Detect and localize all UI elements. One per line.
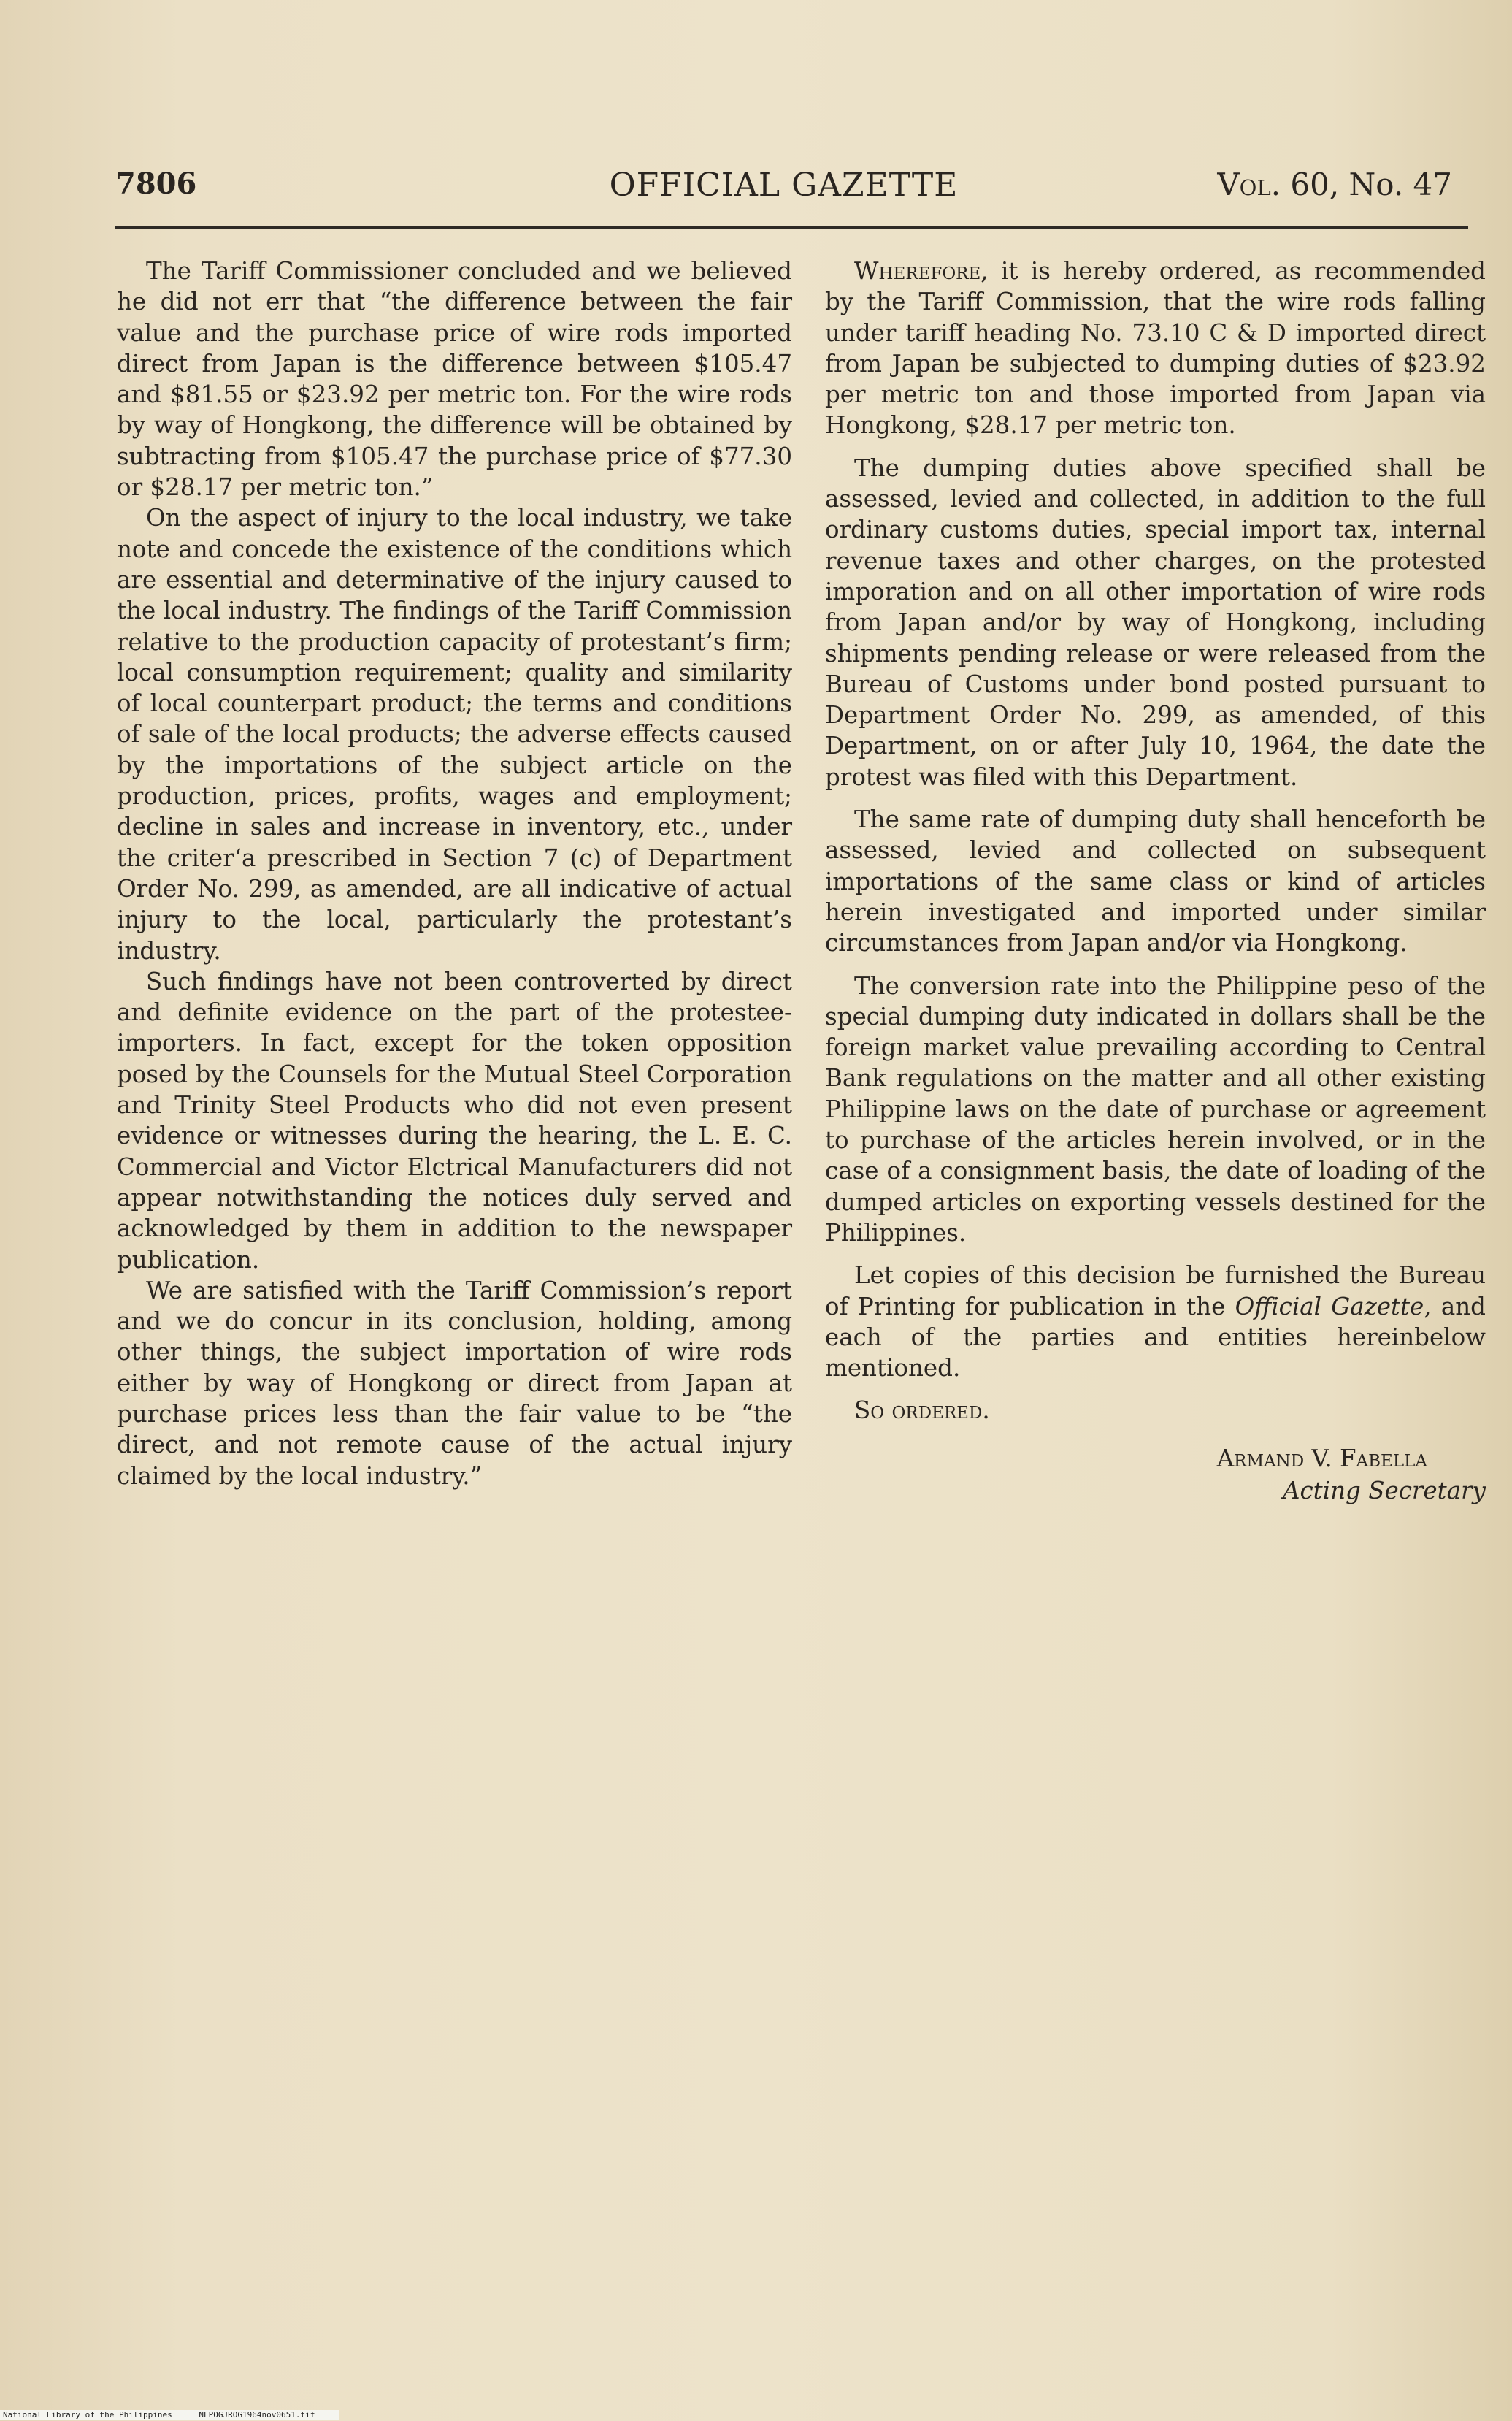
right-paragraph-2: The dumping duties above specified shall be assessed, levied and collected, in addition to the full ordinary customs duties, special import tax, internal revenue taxes and other charges, on the protested imporation and on all other importation of wire rods from Japan and/or by way of Hongkong, including shipments pending release or were released from the Bureau of Customs under bond posted pursuant to Department Order No. 299, as amended, of this Department, on or after July 10, 1964, the date the protest was filed with this Department. — [825, 454, 1486, 791]
header-rule — [115, 226, 1468, 229]
right-paragraph-5 — [825, 1260, 1486, 1383]
signer-name: Armand V. Fabella — [1216, 1444, 1427, 1472]
right-paragraph-1-text: it is hereby ordered, as recommended by the Tariff Commission, that the wire rods falling under tariff heading No. 73.10 C & D imported direct from Japan be subjected to dumping duties of $23.92 per metric ton and those imported from Japan via Hongkong, $28.17 per metric ton. — [825, 257, 1486, 440]
volume-info — [1217, 167, 1452, 202]
publication-title: OFFICIAL GAZETTE — [609, 167, 959, 204]
right-paragraph-3: The same rate of dumping duty shall henceforth be assessed, levied and collected on subsequent importations of the same class or kind of articles herein investigated and imported under similar circumstances from Japan and/or via Hongkong. — [825, 806, 1486, 957]
gazette-italic: Official Gazette — [1235, 1292, 1424, 1320]
signature-block — [825, 1442, 1486, 1507]
scan-footer — [0, 2410, 339, 2420]
left-column — [117, 256, 792, 1491]
furnish-text-end: , and each of the parties and entities hereinbelow mentioned. — [825, 1292, 1486, 1382]
left-paragraph-2: On the aspect of injury to the local industry, we take note and concede the existence of the conditions which are essential and determinative of the injury caused to the local industry. The findings of the Tariff Commission relative to the production capacity of protestant’s firm; local consumption requirement; quality and similarity of local counterpart product; the terms and conditions of sale of the local products; the adverse effects caused by the importations of the subject article on the production, prices, profits, wages and employment; decline in sales and increase in inventory, etc., under the criter‘a prescribed in Section 7 (c) of Department Order No. 299, as amended, are all indicative of actual injury to the local, particularly the protestant’s industry. — [117, 504, 792, 965]
signer-title: Acting Secretary — [1283, 1476, 1486, 1504]
left-paragraph-3: Such findings have not been controverted by direct and definite evidence on the part of the protestee-importers. In fact, except for the token opposition posed by the Counsels for the Mutual Steel Corporation and Trinity Steel Products who did not even present evidence or witnesses during the hearing, the L. E. C. Commercial and Victor Elctrical Manufacturers did not appear notwithstanding the notices duly served and acknowledged by them in addition to the newspaper publication. — [117, 967, 792, 1274]
so-ordered: So ordered. — [854, 1396, 990, 1425]
wherefore-word: Wherefore, — [854, 257, 989, 285]
right-paragraph-1 — [825, 256, 1486, 441]
volume-prefix: Vol. — [1217, 167, 1281, 202]
left-paragraph-1: The Tariff Commissioner concluded and we believed he did not err that “the difference between the fair value and the purchase price of wire rods imported direct from Japan is the difference between $105.47 and $81.55 or $23.92 per metric ton. For the wire rods by way of Hongkong, the difference will be obtained by subtracting from $105.47 the purchase price of $77.30 or $28.17 per metric ton.” — [117, 257, 792, 502]
right-paragraph-4: The conversion rate into the Philippine peso of the special dumping duty indicated in dollars shall be the foreign market value prevailing according to Central Bank regulations on the matter and all other existing Philippine laws on the date of purchase or agreement to purchase of the articles herein involved, or in the case of a consignment basis, the date of loading of the dumped articles on exporting vessels destined for the Philippines. — [825, 971, 1486, 1247]
footer-library: National Library of the Philippines — [3, 2410, 172, 2420]
running-header — [115, 167, 1452, 210]
footer-file: NLPOGJROG1964nov0651.tif — [199, 2410, 315, 2420]
left-paragraph-4: We are satisfied with the Tariff Commission’s report and we do concur in its conclusion, holding, among other things, the subject importation of wire rods either by way of Hongkong or direct from Japan at purchase prices less than the fair value to be “the direct, and not remote cause of the actual injury claimed by the local industry.” — [117, 1276, 792, 1490]
volume-number: 60, No. 47 — [1281, 167, 1452, 202]
page-number: 7806 — [115, 167, 197, 201]
furnish-text: Let copies of this decision be furnished the Bureau of Printing for publication in the — [825, 1261, 1486, 1320]
right-column — [825, 256, 1486, 1507]
